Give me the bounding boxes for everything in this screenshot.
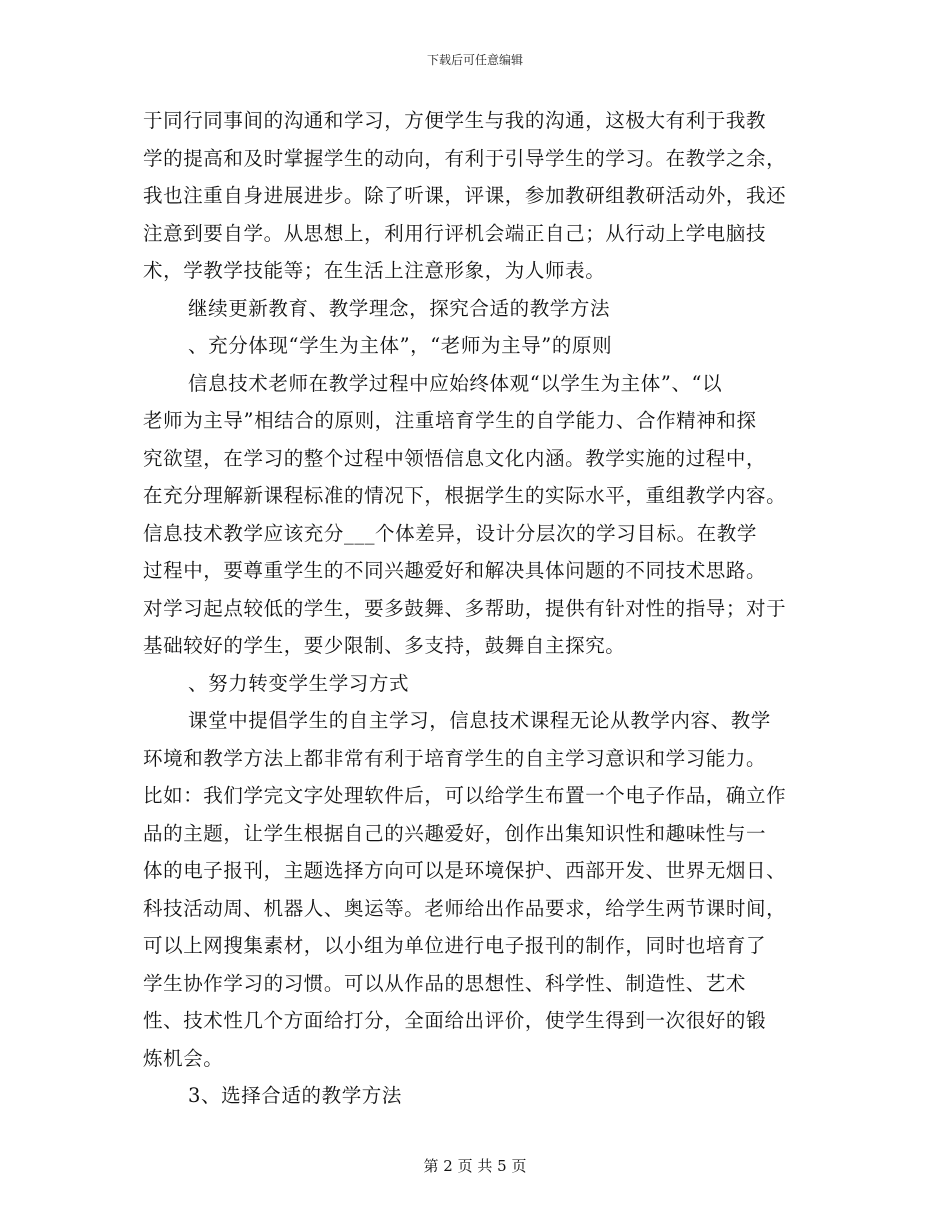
text-line: 老师为主导”相结合的原则，注重培育学生的自学能力、合作精神和探	[143, 409, 757, 432]
text-line: 炼机会。	[143, 1046, 224, 1070]
text-line: 环境和教学方法上都非常有利于培育学生的自主学习意识和学习能力。	[143, 746, 767, 770]
page-number: 第 2 页 共 5 页	[423, 1157, 527, 1175]
text-line: 在充分理解新课程标准的情况下，根据学生的实际水平，重组教学内容。	[143, 484, 787, 507]
text-line: 科技活动周、机器人、奥运等。老师给出作品要求，给学生两节课时间，	[143, 896, 787, 920]
text-line: 基础较好的学生，要少限制、多支持，鼓舞自主探究。	[143, 634, 626, 657]
section-heading: 继续更新教育、教学理念，探究合适的教学方法	[188, 296, 611, 320]
text-line: 学的提高和及时掌握学生的动向，有利于引导学生的学习。在教学之余，	[143, 146, 787, 170]
text-line: 可以上网搜集素材，以小组为单位进行电子报刊的制作，同时也培育了	[143, 934, 767, 957]
text-line: 信息技术教学应该充分___个体差异，设计分层次的学习目标。在教学	[143, 521, 757, 545]
text-line: 究欲望，在学习的整个过程中领悟信息文化内涵。教学实施的过程中，	[143, 446, 767, 470]
paragraph-start: 课堂中提倡学生的自主学习，信息技术课程无论从教学内容、教学	[188, 709, 771, 732]
text-line: 体的电子报刊，主题选择方向可以是环境保护、西部开发、世界无烟日、	[143, 859, 787, 882]
section-heading: 、努力转变学生学习方式	[188, 671, 410, 695]
document-body	[143, 102, 823, 1115]
text-line: 我也注重自身进展进步。除了听课，评课，参加教研组教研活动外，我还	[143, 184, 787, 207]
text-line: 注意到要自学。从思想上，利用行评机会端正自己；从行动上学电脑技	[143, 221, 767, 245]
text-line: 性、技术性几个方面给打分，全面给出评价，使学生得到一次很好的锻	[143, 1009, 767, 1032]
text-line: 对学习起点较低的学生，要多鼓舞、多帮助，提供有针对性的指导；对于	[143, 596, 787, 620]
text-line: 术，学教学技能等；在生活上注意形象，为人师表。	[143, 259, 606, 282]
page-header: 下载后可任意编辑	[426, 53, 523, 67]
section-heading: 、充分体现“学生为主体”，“老师为主导”的原则	[188, 334, 613, 357]
text-line: 过程中，要尊重学生的不同兴趣爱好和解决具体问题的不同技术思路。	[143, 559, 767, 582]
text-line: 比如：我们学完文字处理软件后，可以给学生布置一个电子作品，确立作	[143, 784, 787, 807]
paragraph-start: 信息技术老师在教学过程中应始终体观“以学生为主体”、“以	[188, 371, 723, 395]
text-line: 品的主题，让学生根据自己的兴趣爱好，创作出集知识性和趣味性与一	[143, 821, 767, 845]
text-line: 于同行同事间的沟通和学习，方便学生与我的沟通，这极大有利于我教	[143, 109, 767, 132]
section-heading: 3、选择合适的教学方法	[188, 1084, 403, 1107]
text-line: 学生协作学习的习惯。可以从作品的思想性、科学性、制造性、艺术	[143, 971, 747, 995]
